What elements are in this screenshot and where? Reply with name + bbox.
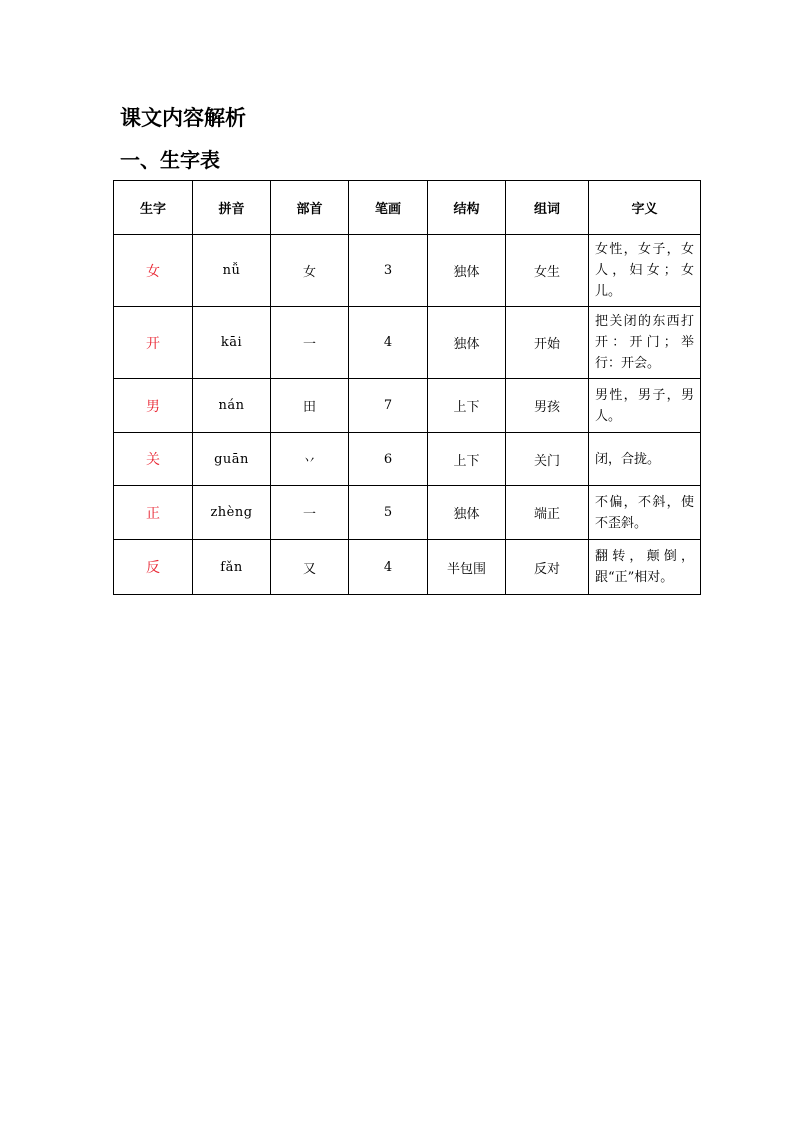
strokes-cell: 4: [349, 307, 428, 379]
pinyin-cell: fǎn: [193, 540, 271, 595]
table-row: [114, 540, 701, 595]
char-cell: 反: [114, 540, 193, 595]
strokes-cell: 6: [349, 433, 428, 486]
radical-cell: 丷: [271, 433, 349, 486]
structure-cell: 上下: [428, 379, 506, 433]
char-cell: 女: [114, 235, 193, 307]
table-row: [114, 486, 701, 540]
strokes-cell: 4: [349, 540, 428, 595]
char-cell: 正: [114, 486, 193, 540]
header-radical: 部首: [271, 181, 349, 235]
pinyin-cell: nǚ: [193, 235, 271, 307]
char-cell: 关: [114, 433, 193, 486]
radical-cell: 一: [271, 486, 349, 540]
radical-cell: 田: [271, 379, 349, 433]
structure-cell: 半包围: [428, 540, 506, 595]
word-cell: 女生: [506, 235, 589, 307]
header-strokes: 笔画: [349, 181, 428, 235]
pinyin-cell: guān: [193, 433, 271, 486]
table-row: [114, 433, 701, 486]
pinyin-cell: kāi: [193, 307, 271, 379]
header-word: 组词: [506, 181, 589, 235]
table-row: [114, 235, 701, 307]
vocabulary-table: [113, 180, 701, 595]
header-meaning: 字义: [589, 181, 701, 235]
pinyin-cell: zhèng: [193, 486, 271, 540]
header-char: 生字: [114, 181, 193, 235]
header-pinyin: 拼音: [193, 181, 271, 235]
meaning-cell: 男性，男子，男人。: [589, 379, 701, 433]
table-row: [114, 379, 701, 433]
meaning-cell: 不偏，不斜，使不歪斜。: [589, 486, 701, 540]
section-title: 一、生字表: [120, 148, 220, 172]
word-cell: 关门: [506, 433, 589, 486]
word-cell: 端正: [506, 486, 589, 540]
strokes-cell: 3: [349, 235, 428, 307]
strokes-cell: 7: [349, 379, 428, 433]
word-cell: 反对: [506, 540, 589, 595]
meaning-cell: 把关闭的东西打开：开门；举行：开会。: [589, 307, 701, 379]
char-cell: 男: [114, 379, 193, 433]
structure-cell: 独体: [428, 486, 506, 540]
pinyin-cell: nán: [193, 379, 271, 433]
table-header-row: [114, 181, 701, 235]
char-cell: 开: [114, 307, 193, 379]
structure-cell: 独体: [428, 307, 506, 379]
meaning-cell: 女性，女子，女人，妇女；女儿。: [589, 235, 701, 307]
radical-cell: 一: [271, 307, 349, 379]
radical-cell: 女: [271, 235, 349, 307]
page-title: 课文内容解析: [120, 106, 246, 130]
word-cell: 开始: [506, 307, 589, 379]
table-row: [114, 307, 701, 379]
word-cell: 男孩: [506, 379, 589, 433]
structure-cell: 上下: [428, 433, 506, 486]
meaning-cell: 翻转，颠倒，跟“正”相对。: [589, 540, 701, 595]
header-structure: 结构: [428, 181, 506, 235]
meaning-cell: 闭，合拢。: [589, 433, 701, 486]
structure-cell: 独体: [428, 235, 506, 307]
radical-cell: 又: [271, 540, 349, 595]
strokes-cell: 5: [349, 486, 428, 540]
